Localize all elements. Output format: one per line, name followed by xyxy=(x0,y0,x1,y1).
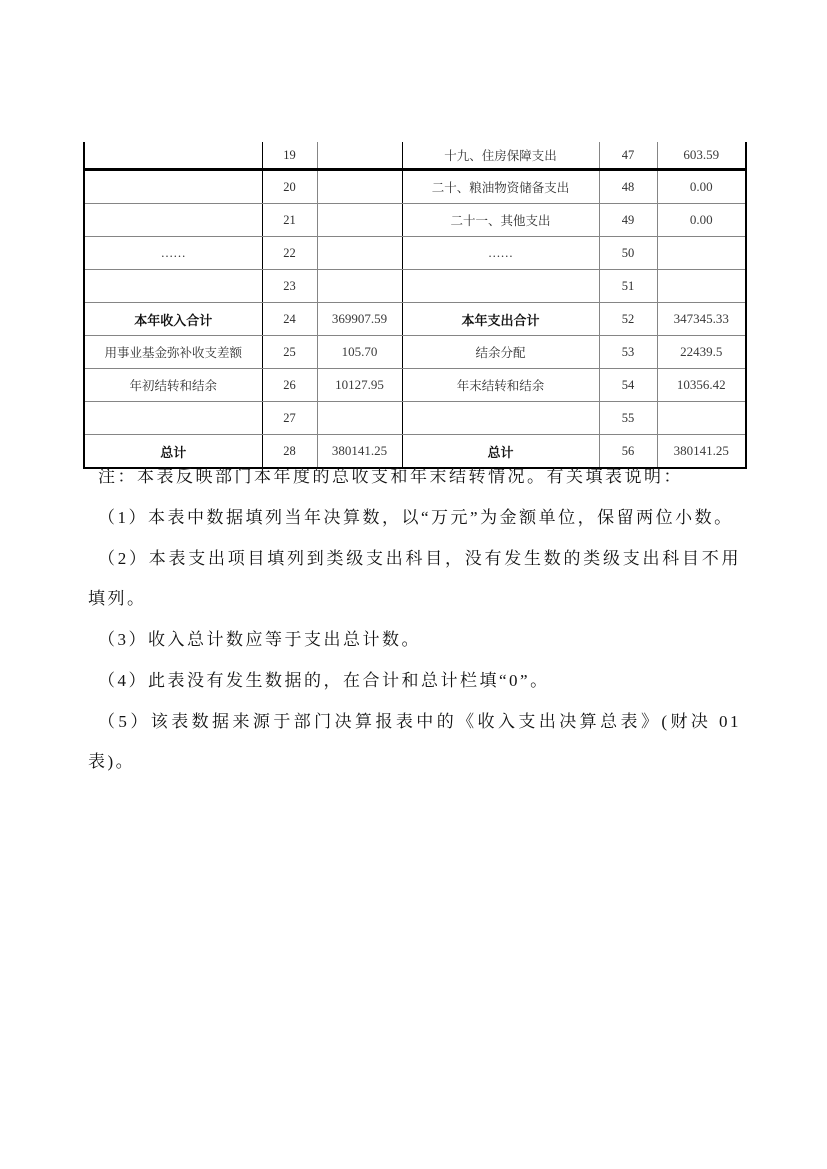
table-row xyxy=(84,336,746,369)
income-line-no: 25 xyxy=(262,336,317,369)
expense-amount: 603.59 xyxy=(657,142,746,170)
expense-amount: 380141.25 xyxy=(657,435,746,469)
note-5: （5）该表数据来源于部门决算报表中的《收入支出决算总表》(财决 01 表)。 xyxy=(88,712,741,771)
expense-line-no: 52 xyxy=(599,303,657,336)
expense-item xyxy=(402,270,599,303)
table-row xyxy=(84,402,746,435)
final-accounts-summary-table xyxy=(83,142,747,469)
expense-item: 年末结转和结余 xyxy=(402,369,599,402)
income-item: 总计 xyxy=(84,435,262,469)
table-row-income-total xyxy=(84,303,746,336)
expense-item: 本年支出合计 xyxy=(402,303,599,336)
expense-amount: 22439.5 xyxy=(657,336,746,369)
expense-amount xyxy=(657,237,746,270)
income-line-no: 26 xyxy=(262,369,317,402)
expense-item: 二十、粮油物资储备支出 xyxy=(402,170,599,204)
expense-line-no: 54 xyxy=(599,369,657,402)
note-1: （1）本表中数据填列当年决算数，以“万元”为金额单位，保留两位小数。 xyxy=(98,508,734,527)
expense-item: 总计 xyxy=(402,435,599,469)
income-item: 本年收入合计 xyxy=(84,303,262,336)
expense-amount xyxy=(657,270,746,303)
income-item xyxy=(84,402,262,435)
expense-amount: 0.00 xyxy=(657,204,746,237)
income-line-no: 22 xyxy=(262,237,317,270)
table-notes xyxy=(88,457,741,783)
expense-amount: 10356.42 xyxy=(657,369,746,402)
expense-amount xyxy=(657,402,746,435)
income-amount xyxy=(317,170,402,204)
expense-line-no: 51 xyxy=(599,270,657,303)
income-line-no: 19 xyxy=(262,142,317,170)
income-amount xyxy=(317,237,402,270)
note-3: （3）收入总计数应等于支出总计数。 xyxy=(98,630,421,649)
income-amount: 10127.95 xyxy=(317,369,402,402)
expense-line-no: 55 xyxy=(599,402,657,435)
expense-line-no: 47 xyxy=(599,142,657,170)
expense-amount: 347345.33 xyxy=(657,303,746,336)
income-item: 年初结转和结余 xyxy=(84,369,262,402)
table-row xyxy=(84,270,746,303)
income-amount: 369907.59 xyxy=(317,303,402,336)
income-line-no: 21 xyxy=(262,204,317,237)
expense-line-no: 50 xyxy=(599,237,657,270)
income-item xyxy=(84,270,262,303)
income-line-no: 20 xyxy=(262,170,317,204)
expense-item: 二十一、其他支出 xyxy=(402,204,599,237)
income-item xyxy=(84,204,262,237)
table-row xyxy=(84,204,746,237)
note-intro: 注：本表反映部门本年度的总收支和年末结转情况。有关填表说明： xyxy=(98,467,683,486)
expense-line-no: 56 xyxy=(599,435,657,469)
income-amount xyxy=(317,204,402,237)
income-amount xyxy=(317,402,402,435)
income-amount xyxy=(317,270,402,303)
note-4: （4）此表没有发生数据的，在合计和总计栏填“0”。 xyxy=(98,671,550,690)
income-item: …… xyxy=(84,237,262,270)
expense-item xyxy=(402,402,599,435)
income-line-no: 23 xyxy=(262,270,317,303)
table-row xyxy=(84,142,746,170)
final-accounts-table-wrap xyxy=(83,142,747,469)
expense-line-no: 48 xyxy=(599,170,657,204)
table-row xyxy=(84,170,746,204)
table-row xyxy=(84,237,746,270)
expense-amount: 0.00 xyxy=(657,170,746,204)
income-line-no: 28 xyxy=(262,435,317,469)
expense-item: 十九、住房保障支出 xyxy=(402,142,599,170)
table-row xyxy=(84,369,746,402)
income-amount: 380141.25 xyxy=(317,435,402,469)
income-line-no: 24 xyxy=(262,303,317,336)
expense-item: …… xyxy=(402,237,599,270)
income-amount: 105.70 xyxy=(317,336,402,369)
expense-line-no: 49 xyxy=(599,204,657,237)
expense-item: 结余分配 xyxy=(402,336,599,369)
note-2: （2）本表支出项目填列到类级支出科目，没有发生数的类级支出科目不用填列。 xyxy=(88,549,741,608)
income-item xyxy=(84,142,262,170)
income-amount xyxy=(317,142,402,170)
income-item: 用事业基金弥补收支差额 xyxy=(84,336,262,369)
income-item xyxy=(84,170,262,204)
expense-line-no: 53 xyxy=(599,336,657,369)
income-line-no: 27 xyxy=(262,402,317,435)
